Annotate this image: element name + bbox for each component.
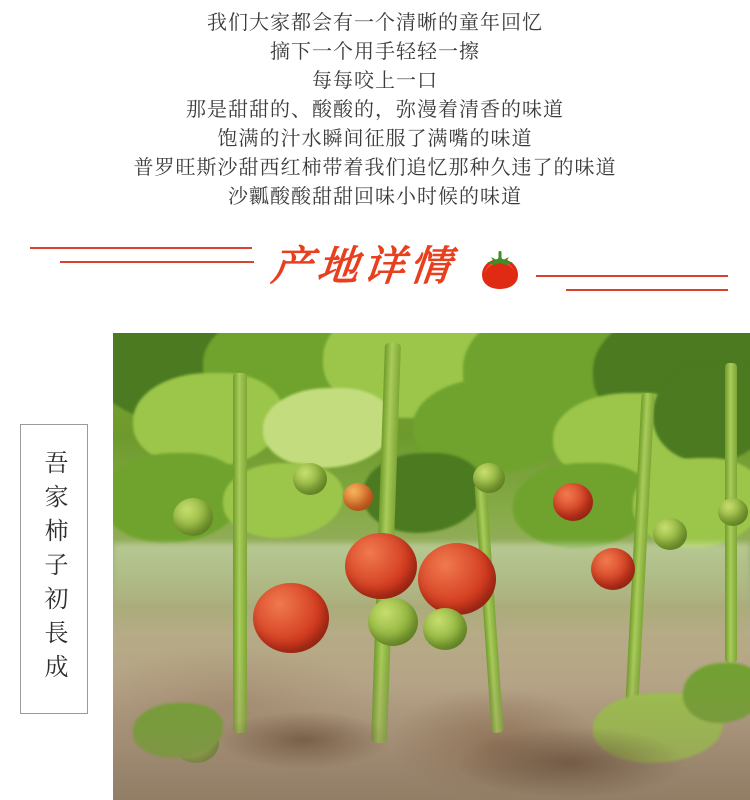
tomato-fruit — [368, 598, 418, 646]
tomato-fruit — [293, 463, 327, 495]
divider-left-top — [30, 247, 252, 249]
poem-line: 摘下一个用手轻轻一擦 — [270, 39, 480, 63]
tomato-fruit — [345, 533, 417, 599]
vertical-caption-box — [20, 424, 88, 714]
divider-right-top — [536, 275, 728, 277]
tomato-icon — [478, 249, 522, 291]
tomato-fruit — [653, 518, 687, 550]
divider-right-bottom — [566, 289, 728, 291]
section-title-banner — [0, 227, 750, 313]
tomato-fruit — [253, 583, 329, 653]
poem-line: 普罗旺斯沙甜西红柿带着我们追忆那种久违了的味道 — [133, 155, 617, 179]
tomato-fruit — [591, 548, 635, 590]
section-title-text: 产地详情 — [269, 242, 459, 290]
tomato-fruit — [718, 498, 748, 526]
photo-canvas — [113, 333, 750, 800]
vertical-caption-text: 吾家柿子初長成 — [40, 450, 68, 688]
poem-line: 饱满的汁水瞬间征服了满嘴的味道 — [217, 126, 533, 150]
soil-ground — [113, 650, 750, 800]
foliage-leaf — [263, 388, 393, 468]
tomato-fruit — [343, 483, 373, 511]
poem-line: 沙瓤酸酸甜甜回味小时候的味道 — [228, 184, 522, 208]
poem-line: 那是甜甜的、酸酸的，弥漫着清香的味道 — [186, 97, 564, 121]
tomato-fruit — [173, 498, 213, 536]
tomato-fruit — [473, 463, 505, 493]
poem-block — [0, 0, 750, 211]
tomato-fruit — [423, 608, 467, 650]
poem-line: 我们大家都会有一个清晰的童年回忆 — [207, 10, 543, 34]
poem-line: 每每咬上一口 — [312, 68, 438, 92]
product-photo — [113, 333, 750, 800]
tomato-fruit — [553, 483, 593, 521]
divider-left-bottom — [60, 261, 254, 263]
tomato-fruit — [418, 543, 496, 615]
